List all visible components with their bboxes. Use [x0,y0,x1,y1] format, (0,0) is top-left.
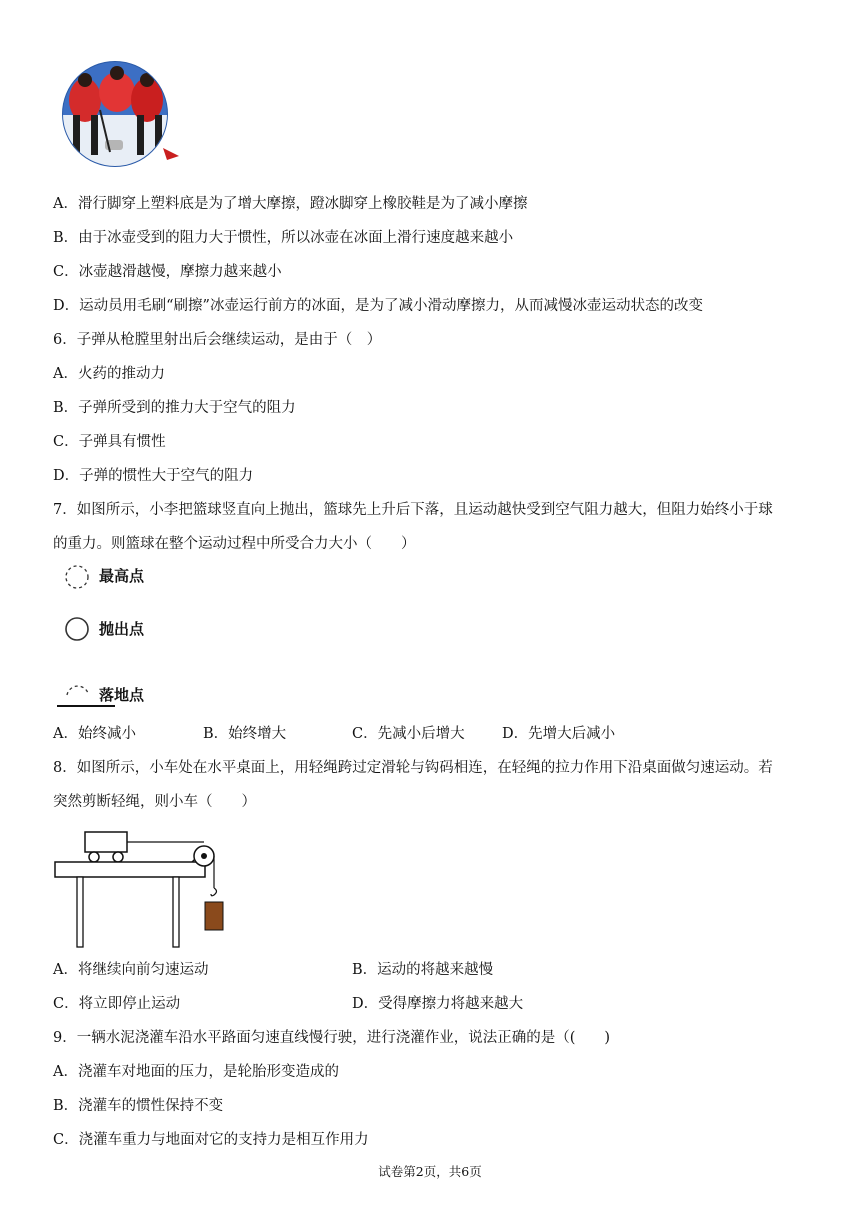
cart-body [85,832,127,852]
q8-stem-line1: 8．如图所示，小车处在水平桌面上，用轻绳跨过定滑轮与钩码相连，在轻绳的拉力作用下沿桌面做匀速运动。若 [53,760,773,776]
label-highest-point: 最高点 [99,567,145,585]
curling-photo [55,60,185,170]
q8-option-c: C．将立即停止运动 [53,996,181,1012]
cart-wheel [89,852,99,862]
q8-figure [52,826,232,951]
q8-option-b: B．运动的将越来越慢 [352,962,494,978]
label-throw-point: 抛出点 [99,620,145,638]
q8-option-a: A．将继续向前匀速运动 [53,962,209,978]
page-footer: 试卷第2页，共6页 [378,1164,482,1179]
landing-point-ball [67,686,88,695]
q7-option-b: B．始终增大 [203,726,287,742]
table-leg [77,877,83,947]
q5-option-c: C．冰壶越滑越慢，摩擦力越来越小 [53,264,282,280]
cart-wheel [113,852,123,862]
q6-option-c: C．子弹具有惯性 [53,434,166,450]
q7-figure [55,560,175,720]
q7-stem-line1: 7．如图所示，小李把篮球竖直向上抛出，篮球先上升后下落，且运动越快受到空气阻力越大，但阻力始终小于球 [53,502,773,518]
q5-option-d: D．运动员用毛刷“刷擦”冰壶运行前方的冰面，是为了减小滑动摩擦力，从而减慢冰壶运动状态的改变 [53,298,703,314]
q9-option-c: C．浇灌车重力与地面对它的支持力是相互作用力 [53,1132,369,1148]
q7-stem-line2: 的重力。则篮球在整个运动过程中所受合力大小（ ） [53,536,416,552]
q9-option-b: B．浇灌车的惯性保持不变 [53,1098,224,1114]
q5-option-a: A．滑行脚穿上塑料底是为了增大摩擦，蹬冰脚穿上橡胶鞋是为了减小摩擦 [53,196,528,212]
table-leg [173,877,179,947]
q7-option-a: A．始终减小 [53,726,136,742]
q6-option-d: D．子弹的惯性大于空气的阻力 [53,468,254,484]
hook-weight [205,902,223,930]
q6-option-a: A．火药的推动力 [53,366,165,382]
q7-option-c: C．先减小后增大 [352,726,465,742]
q9-option-a: A．浇灌车对地面的压力，是轮胎形变造成的 [53,1064,339,1080]
table-top [55,862,205,877]
q5-option-b: B．由于冰壶受到的阻力大于惯性，所以冰壶在冰面上滑行速度越来越小 [53,230,514,246]
label-landing-point: 落地点 [99,686,145,704]
q8-option-d: D．受得摩擦力将越来越大 [352,996,524,1012]
q6-option-b: B．子弹所受到的推力大于空气的阻力 [53,400,296,416]
highest-point-ball [66,566,88,588]
q9-stem: 9．一辆水泥浇灌车沿水平路面匀速直线慢行驶，进行浇灌作业，说法正确的是（( ) [53,1030,611,1046]
q8-stem-line2: 突然剪断轻绳，则小车（ ） [53,794,256,810]
q6-stem: 6．子弹从枪膛里射出后会继续运动，是由于（ ） [53,332,382,348]
q7-option-d: D．先增大后减小 [502,726,616,742]
throw-point-ball [66,618,88,640]
